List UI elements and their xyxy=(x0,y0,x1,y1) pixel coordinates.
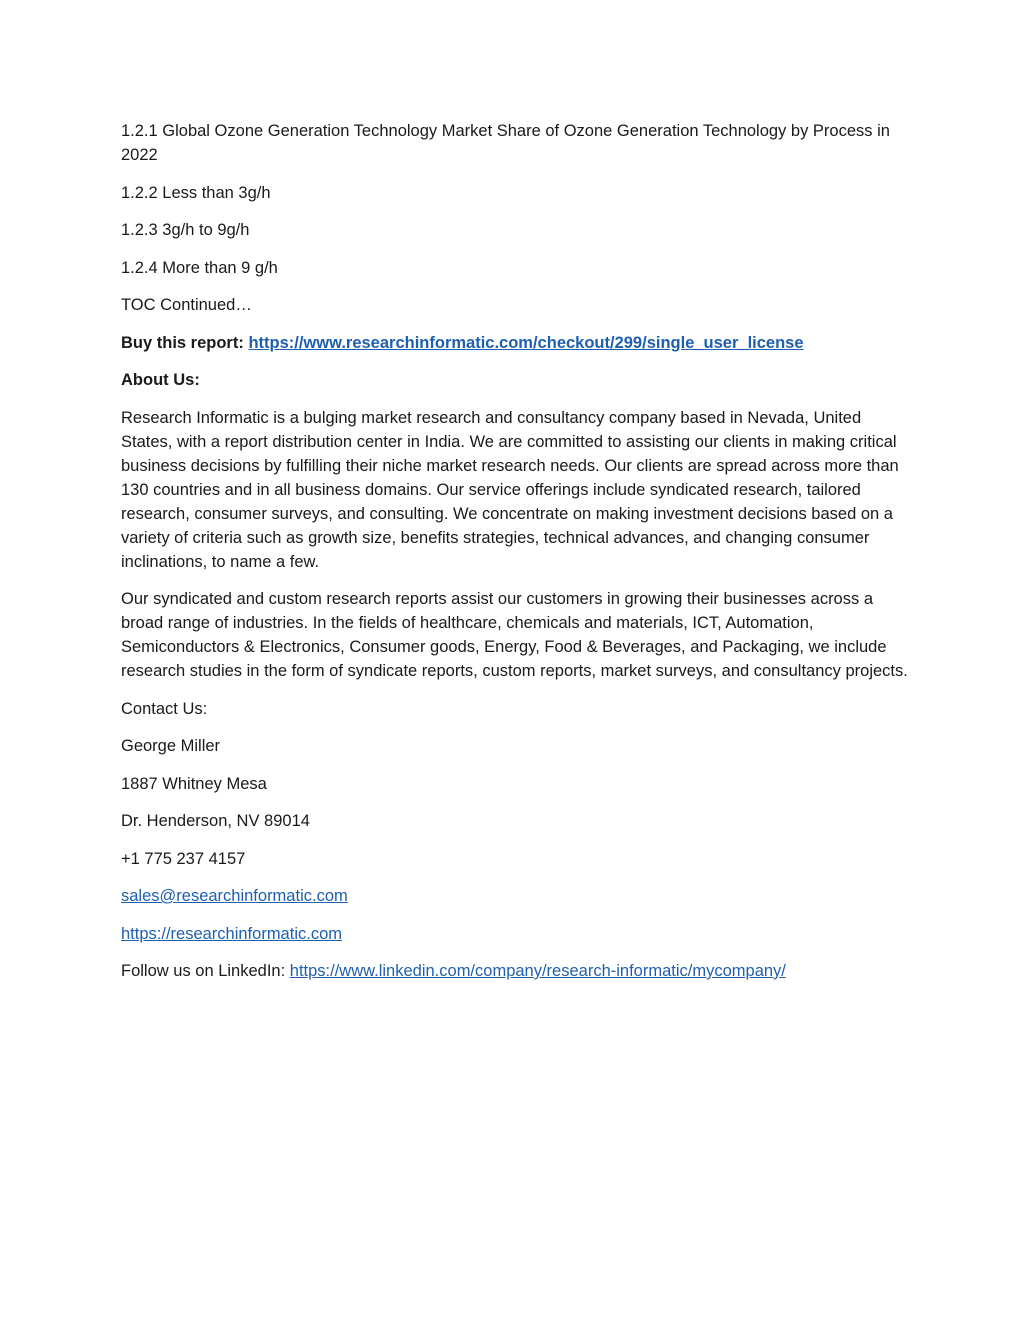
contact-name: George Miller xyxy=(121,737,221,755)
linkedin-link[interactable]: https://www.linkedin.com/company/research-informatic/mycompany/ xyxy=(289,962,786,980)
linkedin-label: Follow us on LinkedIn: xyxy=(121,962,286,980)
toc-item-1-2-4: 1.2.4 More than 9 g/h xyxy=(121,258,278,277)
about-us-paragraph-1: Research Informatic is a bulging market research and consultancy company based in Nevada, United States, with a report distribution center in India. We are committed to assisting our clients in making critical business decisions by fulfilling their niche market research needs. Our clients are spread across more than 130 countries and in all business domains. Our service offerings include syndicated research, tailored research, consumer surveys, and consulting. We concentrate on making investment decisions based on a variety of criteria such as growth size, benefits strategies, technical advances, and changing consumer inclinations, to name a few. xyxy=(121,408,899,571)
contact-address-line-1: 1887 Whitney Mesa xyxy=(121,774,267,793)
buy-report-link[interactable]: https://www.researchinformatic.com/checkout/299/single_user_license xyxy=(248,333,804,352)
buy-report-label: Buy this report: xyxy=(121,333,244,352)
toc-item-1-2-1: 1.2.1 Global Ozone Generation Technology Market Share of Ozone Generation Technology by Process in 2022 xyxy=(121,122,890,164)
toc-item-1-2-3: 1.2.3 3g/h to 9g/h xyxy=(121,221,250,239)
buy-report-line xyxy=(121,331,911,355)
contact-email-link[interactable]: sales@researchinformatic.com xyxy=(121,887,348,905)
contact-us-heading: Contact Us: xyxy=(121,699,208,718)
contact-website-link[interactable]: https://researchinformatic.com xyxy=(121,924,342,943)
linkedin-line xyxy=(121,959,911,983)
about-us-heading: About Us: xyxy=(121,371,200,389)
contact-address-line-2: Dr. Henderson, NV 89014 xyxy=(121,812,310,830)
about-us-paragraph-2: Our syndicated and custom research reports assist our customers in growing their businesses across a broad range of industries. In the fields of healthcare, chemicals and materials, ICT, Automation, Semiconductors & Electronics, Consumer goods, Energy, Food & Beverages, and Packaging, we include research studies in the form of syndicate reports, custom reports, market surveys, and consultancy projects. xyxy=(121,590,908,680)
toc-item-1-2-2: 1.2.2 Less than 3g/h xyxy=(121,183,271,202)
document-page xyxy=(121,119,911,997)
contact-website-line xyxy=(121,922,911,946)
contact-email-line xyxy=(121,884,911,908)
contact-phone: +1 775 237 4157 xyxy=(121,849,246,868)
toc-continued: TOC Continued… xyxy=(121,296,252,314)
